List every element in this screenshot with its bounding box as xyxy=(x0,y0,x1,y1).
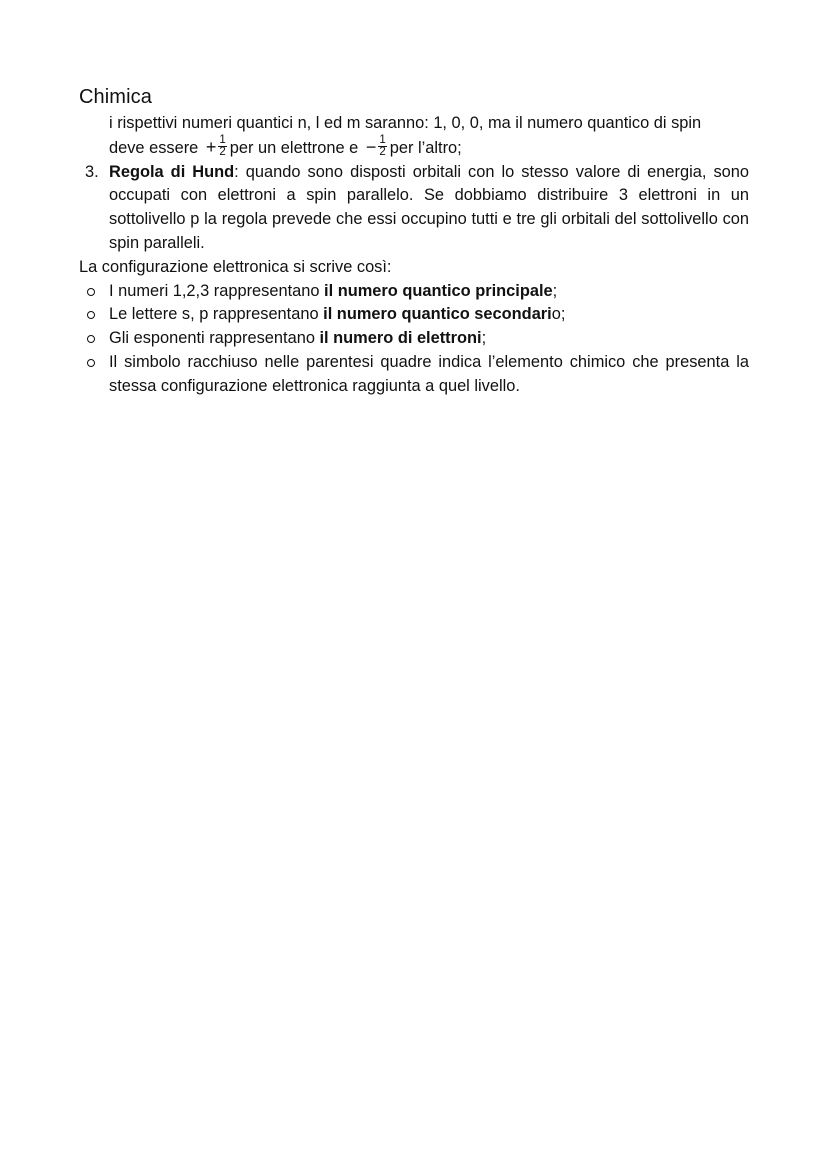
spin-text-a: deve essere xyxy=(109,138,199,157)
spin-text-b: per un elettrone e xyxy=(229,138,359,157)
hund-rule-text: : quando sono disposti orbitali con lo stesso valore di energia, sono occupati con elettroni a spin parallelo. Se dobbiamo distribuire 3 elettroni in un sottolivello p la regola prevede che essi occupino tutti e tre gli orbitali del sottolivello con spin paralleli. xyxy=(109,162,749,252)
list-item xyxy=(79,351,749,399)
fraction-one-half-positive xyxy=(218,135,226,158)
circle-bullet-icon xyxy=(87,311,95,319)
fraction-denominator: 2 xyxy=(379,145,386,158)
list-item xyxy=(79,303,749,327)
spin-text-c: per l’altro; xyxy=(389,138,462,157)
fraction-numerator: 1 xyxy=(219,133,226,146)
plus-sign: + xyxy=(205,136,217,157)
hund-rule-item xyxy=(79,161,749,256)
list-item xyxy=(79,327,749,351)
fraction-numerator: 1 xyxy=(379,133,386,146)
pauli-continuation-line2 xyxy=(79,133,749,161)
circle-bullet-icon xyxy=(87,359,95,367)
list-item xyxy=(79,280,749,304)
bullet-bold-text: il numero di elettroni xyxy=(319,329,482,348)
bullet-text: Il simbolo racchiuso nelle parentesi quadre indica l’elemento chimico che presenta la stessa configurazione elettronica raggiunta a quel livello. xyxy=(109,352,749,395)
config-intro: La configurazione elettronica si scrive così: xyxy=(79,257,392,276)
fraction-denominator: 2 xyxy=(219,145,226,158)
circle-bullet-icon xyxy=(87,335,95,343)
fraction-one-half-negative xyxy=(378,135,386,158)
minus-sign: − xyxy=(365,136,377,157)
pauli-continuation-line1: i rispettivi numeri quantici n, l ed m saranno: 1, 0, 0, ma il numero quantico di spin xyxy=(109,114,702,132)
bullet-text: Le lettere s, p rappresentano xyxy=(109,305,324,324)
circle-bullet-icon xyxy=(87,288,95,296)
bullet-text: I numeri 1,2,3 rappresentano xyxy=(109,281,325,300)
hund-rule-title: Regola di Hund xyxy=(109,162,235,181)
list-number: 3. xyxy=(85,162,99,181)
bullet-text-end: ; xyxy=(552,281,558,300)
bullet-text: Gli esponenti rappresentano xyxy=(109,329,320,348)
document-body xyxy=(79,112,749,399)
page-header-title: Chimica xyxy=(79,86,152,108)
bullet-bold-text: il numero quantico secondari xyxy=(323,305,552,324)
bullet-text-end: o; xyxy=(551,305,566,324)
bullet-text-end: ; xyxy=(481,329,487,348)
bullet-bold-text: il numero quantico principale xyxy=(324,281,553,300)
